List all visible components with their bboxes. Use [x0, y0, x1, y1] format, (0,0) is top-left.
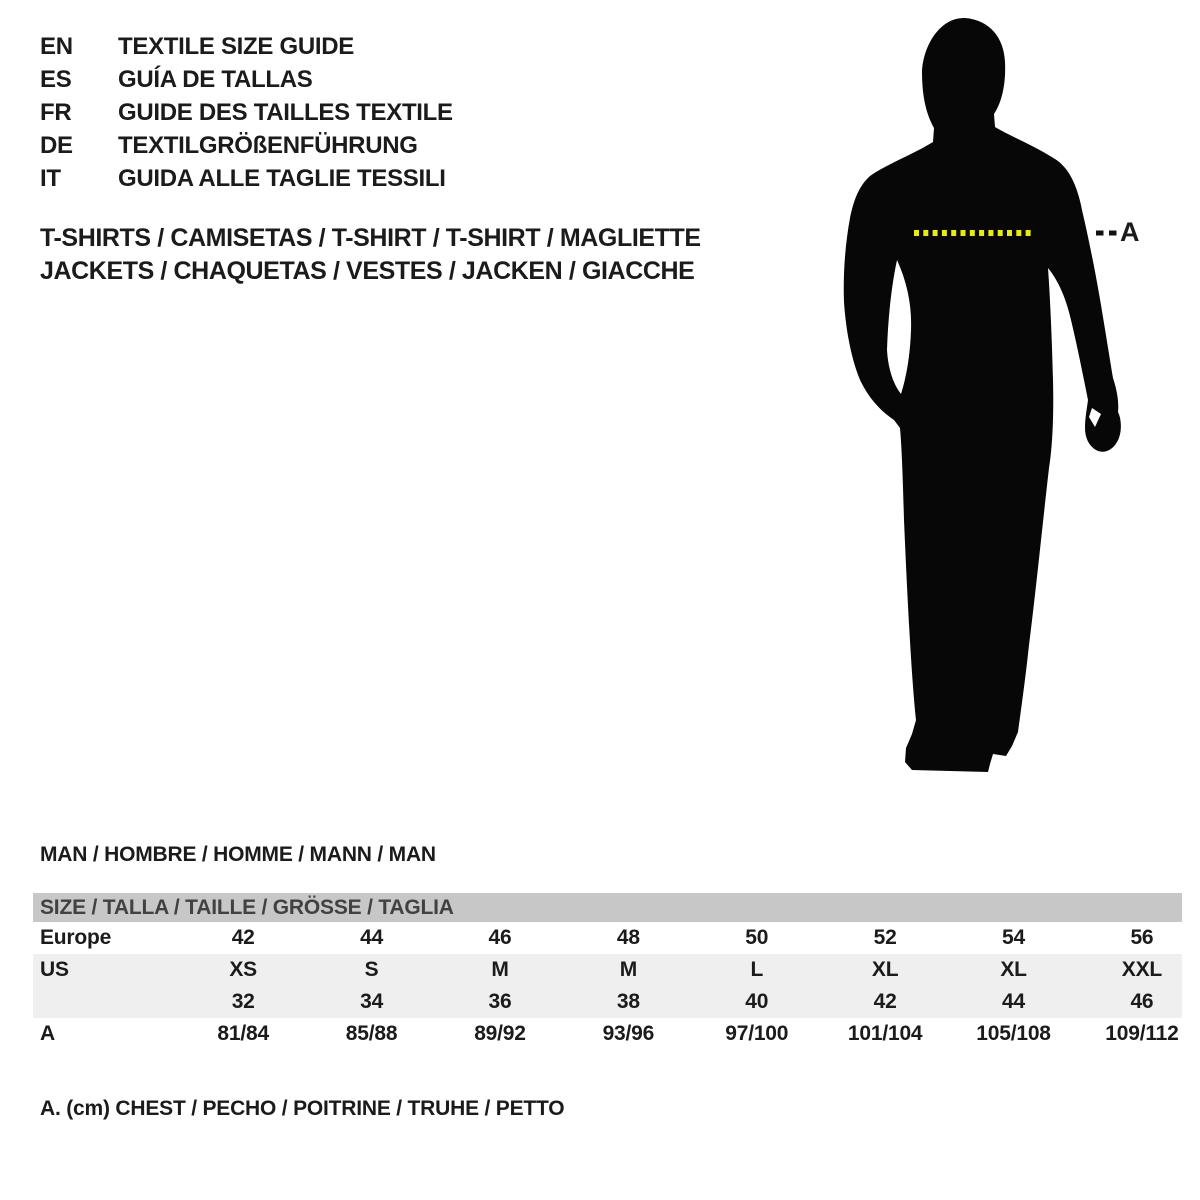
table-cell: 101/104: [847, 1022, 923, 1045]
table-cell: 109/112: [1105, 1022, 1179, 1045]
section-title-man: MAN / HOMBRE / HOMME / MANN / MAN: [40, 843, 436, 866]
table-cell: 89/92: [474, 1022, 526, 1045]
language-title: TEXTILE SIZE GUIDE: [118, 33, 354, 60]
table-cell: XL: [1000, 958, 1027, 981]
row-label: [33, 986, 179, 1018]
table-cell: XXL: [1121, 958, 1163, 981]
table-cell: 50: [745, 926, 769, 949]
table-cell: 32: [231, 990, 255, 1013]
language-title: GUÍA DE TALLAS: [118, 66, 313, 93]
table-cell: XS: [229, 958, 257, 981]
table-cell: 40: [745, 990, 769, 1013]
measurement-footnote: A. (cm) CHEST / PECHO / POITRINE / TRUHE / PETTO: [40, 1097, 565, 1120]
table-cell: 81/84: [217, 1022, 269, 1045]
table-cell: 97/100: [725, 1022, 789, 1045]
language-title: GUIDE DES TAILLES TEXTILE: [118, 99, 453, 126]
language-code: DE: [40, 132, 73, 159]
table-cell: 42: [873, 990, 897, 1013]
table-cell: 34: [360, 990, 384, 1013]
language-row-it: [40, 162, 453, 195]
table-cell: 93/96: [602, 1022, 655, 1045]
table-cell: 44: [1002, 990, 1026, 1013]
table-cell: 46: [488, 926, 512, 949]
table-cell: M: [491, 958, 509, 981]
man-silhouette: [844, 18, 1121, 772]
garment-categories: [40, 222, 701, 288]
table-cell: 85/88: [345, 1022, 398, 1045]
category-line-jackets: JACKETS / CHAQUETAS / VESTES / JACKEN / GIACCHE: [40, 257, 695, 285]
table-cell: 48: [616, 926, 640, 949]
table-cell: M: [619, 958, 638, 981]
table-row-us: [33, 954, 1182, 986]
language-row-fr: [40, 96, 453, 129]
language-row-de: [40, 129, 453, 162]
row-label: Europe: [40, 926, 112, 949]
measure-label-a: A: [1120, 217, 1140, 247]
table-row-numeric: [33, 986, 1182, 1018]
size-table-rows: [33, 922, 1182, 1050]
language-title: GUIDA ALLE TAGLIE TESSILI: [118, 165, 446, 192]
table-cell: S: [364, 958, 379, 981]
language-list: [40, 30, 453, 195]
language-code: ES: [40, 66, 72, 93]
language-title: TEXTILGRÖßENFÜHRUNG: [118, 132, 418, 159]
language-row-en: [40, 30, 453, 63]
language-code: EN: [40, 33, 73, 60]
table-cell: 44: [360, 926, 384, 949]
table-row-europe: [33, 922, 1182, 954]
table-cell: 56: [1130, 926, 1154, 949]
table-cell: 42: [231, 926, 255, 949]
table-cell: 36: [488, 990, 512, 1013]
category-line-tshirts: T-SHIRTS / CAMISETAS / T-SHIRT / T-SHIRT / MAGLIETTE: [40, 224, 701, 252]
table-cell: 38: [616, 990, 640, 1013]
man-silhouette-figure: [800, 10, 1140, 792]
language-row-es: [40, 63, 453, 96]
table-cell: 52: [873, 926, 897, 949]
table-cell: 54: [1002, 926, 1026, 949]
size-table-header: SIZE / TALLA / TAILLE / GRÖSSE / TAGLIA: [33, 893, 1182, 922]
table-cell: L: [750, 958, 764, 981]
table-cell: XL: [871, 958, 899, 981]
language-code: FR: [40, 99, 72, 126]
table-cell: 46: [1130, 990, 1154, 1013]
table-cell: 105/108: [976, 1022, 1051, 1045]
row-label: US: [40, 958, 69, 981]
table-row-chest-a: [33, 1018, 1182, 1050]
row-label: A: [40, 1022, 55, 1045]
size-table: [33, 893, 1182, 1051]
language-code: IT: [40, 165, 61, 192]
